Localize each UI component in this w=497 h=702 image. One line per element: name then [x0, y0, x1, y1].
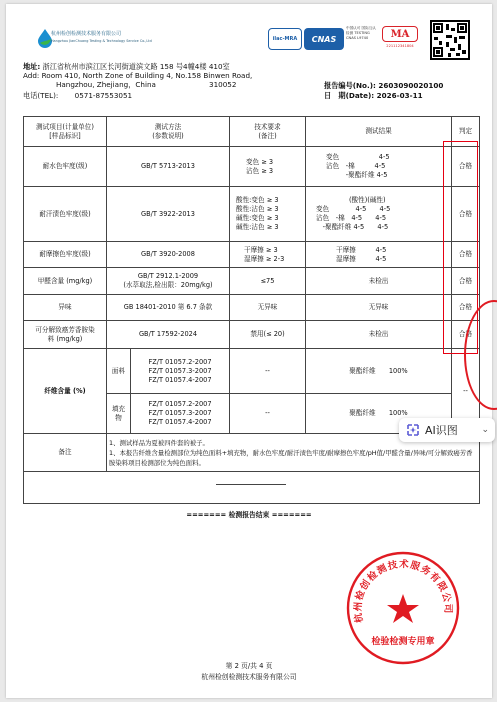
fiber-fabric-requirement: -- — [230, 349, 306, 394]
fiber-fabric-methods: FZ/T 01057.2-2007 FZ/T 01057.3-2007 FZ/T 01057.4-2007 — [131, 349, 230, 394]
row-method: GB/T 2912.1-2009 (水萃取法,检出限：20mg/kg) — [107, 268, 230, 295]
address-cn-value: 浙江省杭州市滨江区长河街道滨文路 158 号4幢4楼 410室 — [42, 62, 230, 71]
row-requirement: 酸性:变色 ≥ 3 酸性:沾色 ≥ 3 碱性:变色 ≥ 3 碱性:沾色 ≥ 3 — [230, 187, 306, 242]
blank-cell — [24, 472, 480, 504]
page-number: 第 2 页/共 4 页 — [225, 662, 273, 670]
tel-value: 0571-87553051 — [74, 91, 133, 100]
row-result: (酸性)(碱性) 变色 4-5 4-5 沾色 -棉 4-5 4-5 -聚酯纤维 4-5 4-5 — [306, 187, 452, 242]
row-item: 耐水色牢度(级) — [24, 147, 107, 187]
cnas-logo: CNAS — [304, 28, 344, 50]
fiber-fabric-label: 面料 — [107, 349, 131, 394]
row-requirement: ≤75 — [230, 268, 306, 295]
remarks-text: 1、测试样品为夏被四件套的被子。 1、本报告纤维含量检测部位为纯色面料+填充物，耐水色牢度/耐汗渍色牢度/耐摩擦色牢度/pH值/甲醛含量/异味/可分解致癌芳香胺染料项目检测部位为纯色面料。 — [107, 434, 480, 472]
row-requirement: 干摩擦 ≥ 3 湿摩擦 ≥ 2-3 — [230, 242, 306, 268]
row-method: GB 18401-2010 第 6.7 条款 — [107, 295, 230, 321]
table-row — [24, 187, 480, 242]
footer-company: 杭州检创检测技术服务有限公司 — [201, 673, 297, 681]
fiber-filling-label: 填充 物 — [107, 394, 131, 434]
row-verdict: 合格 — [452, 321, 480, 349]
fiber-fabric-result: 聚酯纤维 100% — [306, 349, 452, 394]
row-requirement: 无异味 — [230, 295, 306, 321]
seal-bottom-text: 检验检测专用章 — [371, 637, 435, 647]
seal-ring-text: 杭州检创检测技术服务有限公司 — [352, 559, 454, 624]
table-row — [24, 321, 480, 349]
table-header-row — [24, 117, 480, 147]
row-result: 变色 4-5 沾色 -棉 4-5 -聚酯纤维 4-5 — [306, 147, 452, 187]
row-result: 干摩擦 4-5 湿摩擦 4-5 — [306, 242, 452, 268]
header-requirement: 技术要求 (备注) — [230, 117, 306, 147]
company-name-cn: 杭州检创检测技术服务有限公司 — [51, 31, 122, 37]
row-result: 未检出 — [306, 321, 452, 349]
fiber-verdict: -- — [452, 349, 480, 434]
row-item: 可分解致癌芳香胺染 料 (mg/kg) — [24, 321, 107, 349]
ilac-logo: ilac-MRA — [268, 28, 302, 50]
postcode: 310052 — [209, 80, 237, 89]
address-cn — [23, 62, 230, 71]
row-method: GB/T 3922-2013 — [107, 187, 230, 242]
row-verdict: 合格 — [452, 268, 480, 295]
remarks-label: 备注 — [24, 434, 107, 472]
row-requirement: 变色 ≥ 3 沾色 ≥ 3 — [230, 147, 306, 187]
cnas-caption: 中国认可 国际互认 检测 TESTING CNAS L9740 — [346, 26, 376, 40]
report-date — [324, 91, 423, 100]
table-row — [24, 242, 480, 268]
row-method: GB/T 17592-2024 — [107, 321, 230, 349]
fiber-filling-methods: FZ/T 01057.2-2007 FZ/T 01057.3-2007 FZ/T 01057.4-2007 — [131, 394, 230, 434]
fiber-filling-result: 聚酯纤维 100% — [306, 394, 452, 434]
divider-line — [216, 484, 286, 485]
inspection-seal-stamp — [345, 550, 461, 666]
report-number-label: 报告编号(No.): — [324, 81, 376, 90]
row-method: GB/T 5713-2013 — [107, 147, 230, 187]
fiber-filling-requirement: -- — [230, 394, 306, 434]
header-verdict: 判定 — [452, 117, 480, 147]
ai-sparkle-icon — [405, 422, 421, 438]
header-test-item: 测试项目(计量单位) [样品标识] — [24, 117, 107, 147]
report-end-marker: ======= 检测报告结束 ======= — [186, 511, 312, 519]
header-result: 测试结果 — [306, 117, 452, 147]
test-results-table — [23, 116, 480, 504]
row-item: 耐摩擦色牢度(级) — [24, 242, 107, 268]
row-verdict: 合格 — [452, 242, 480, 268]
fiber-item: 纤维含量 (%) — [24, 349, 107, 434]
row-requirement: 禁用(≤ 20) — [230, 321, 306, 349]
row-item: 异味 — [24, 295, 107, 321]
table-row — [24, 147, 480, 187]
row-verdict: 合格 — [452, 295, 480, 321]
cma-number: 221112341804 — [386, 44, 414, 48]
fiber-fabric-row — [24, 349, 480, 394]
row-item: 耐汗渍色牢度(级) — [24, 187, 107, 242]
ai-chip-label: AI识图 — [425, 424, 458, 437]
row-result: 无异味 — [306, 295, 452, 321]
qr-code-icon — [430, 20, 470, 60]
report-page — [6, 4, 492, 698]
address-en-line1: Add: Room 410, North Zone of Building 4, No.158 Binwen Road, — [23, 71, 253, 80]
company-name-en: Hangzhou JianChuang Testing & Technology Service Co.,Ltd — [51, 39, 152, 43]
address-cn-label: 地址: — [23, 62, 41, 71]
tel-label: 电话(TEL): — [23, 91, 59, 100]
table-row — [24, 295, 480, 321]
report-date-label: 日 期(Date): — [324, 91, 375, 100]
row-verdict: 合格 — [452, 187, 480, 242]
telephone — [23, 91, 132, 100]
header-test-method: 测试方法 (参数说明) — [107, 117, 230, 147]
report-number-value: 2603090020100 — [378, 81, 444, 90]
row-result: 未检出 — [306, 268, 452, 295]
row-method: GB/T 3920-2008 — [107, 242, 230, 268]
report-date-value: 2026-03-11 — [376, 91, 423, 100]
table-row — [24, 268, 480, 295]
address-en-line2: Hangzhou, Zhejiang，China — [56, 80, 156, 89]
blank-row — [24, 472, 480, 504]
chevron-down-icon[interactable]: ⌄ — [481, 425, 489, 435]
cma-logo: MA — [382, 26, 418, 42]
row-verdict: 合格 — [452, 147, 480, 187]
ai-image-recognize-button[interactable] — [399, 418, 495, 442]
row-item: 甲醛含量 (mg/kg) — [24, 268, 107, 295]
report-number — [324, 81, 443, 90]
